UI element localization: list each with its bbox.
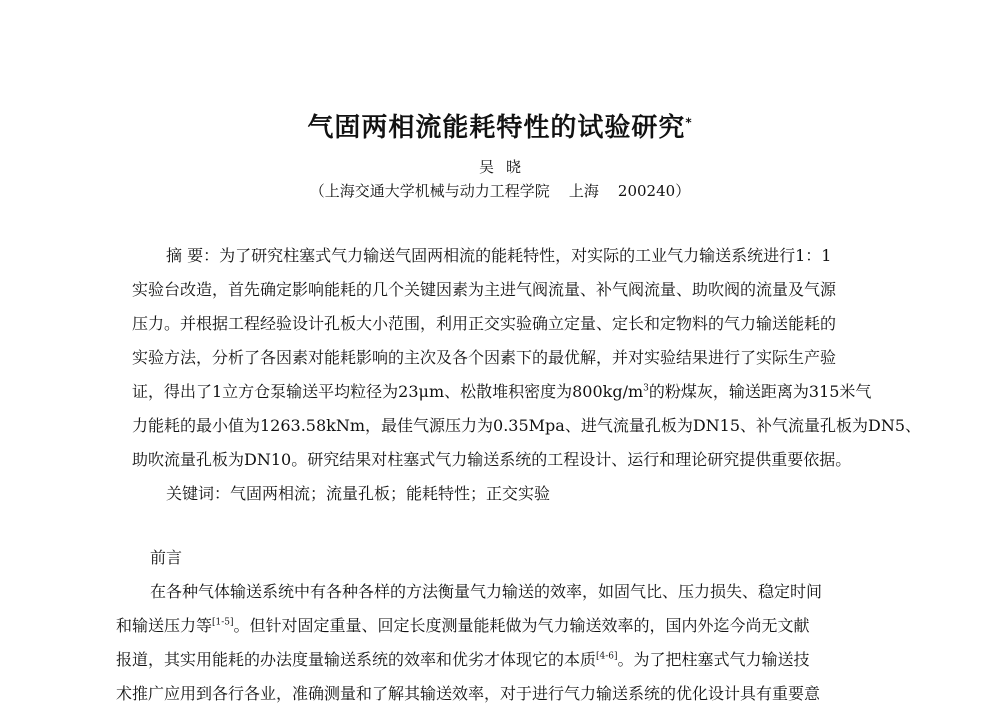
intro-line-4: 术推广应用到各行各业，准确测量和了解其输送效率，对于进行气力输送系统的优化设计具有重要意 <box>116 684 821 703</box>
intro-heading: 前言 <box>150 548 183 567</box>
keywords-line <box>166 482 550 506</box>
abstract-text-1: 为了研究柱塞式气力输送气固两相流的能耗特性，对实际的工业气力输送系统进行1：1 <box>219 246 832 265</box>
abstract-line-4: 实验方法，分析了各因素对能耗影响的主次及各个因素下的最优解，并对实验结果进行了实际生产验 <box>132 348 837 367</box>
keywords-label: 关键词： <box>166 484 231 503</box>
abstract-line-3: 压力。并根据工程经验设计孔板大小范围，利用正交实验确立定量、定长和定物料的气力输送能耗的 <box>132 314 837 333</box>
abstract-label: 摘 要： <box>166 246 220 265</box>
intro-line-2 <box>116 614 810 638</box>
abstract-text-5b: 的粉煤灰，输送距离为315米气 <box>648 382 872 401</box>
intro-line-3 <box>116 648 810 672</box>
paper-author: 吴晓 <box>478 158 533 176</box>
abstract-line-5 <box>132 380 871 404</box>
abstract-line-7: 助吹流量孔板为DN10。研究结果对柱塞式气力输送系统的工程设计、运行和理论研究提供重要依据。 <box>132 450 852 469</box>
paper-title-text: 气固两相流能耗特性的试验研究 <box>307 113 686 143</box>
title-footnote-mark: * <box>685 115 693 130</box>
paper-affiliation: （上海交通大学机械与动力工程学院 上海 200240） <box>309 182 691 200</box>
unit-superscript: 3 <box>643 383 649 394</box>
abstract-text-5a: 证，得出了1立方仓泵输送平均粒径为23μm、松散堆积密度为800kg/m <box>132 382 644 401</box>
citation-ref-2: [4-6] <box>596 651 618 662</box>
abstract-line-6: 力能耗的最小值为1263.58kNm，最佳气源压力为0.35Mpa、进气流量孔板为DN15、补气流量孔板为DN5、 <box>132 416 922 435</box>
intro-text-3a: 报道，其实用能耗的办法度量输送系统的效率和优劣才体现它的本质 <box>116 650 597 669</box>
intro-line-1: 在各种气体输送系统中有各种各样的方法衡量气力输送的效率，如固气比、压力损失、稳定时间 <box>150 582 823 601</box>
abstract-line-1 <box>166 244 831 268</box>
keywords-text: 气固两相流；流量孔板；能耗特性；正交实验 <box>230 484 551 503</box>
paper-title <box>0 108 1000 148</box>
abstract-line-2: 实验台改造，首先确定影响能耗的几个关键因素为主进气阀流量、补气阀流量、助吹阀的流量及气源 <box>132 280 837 299</box>
intro-text-2a: 和输送压力等 <box>116 616 213 635</box>
intro-text-2b: 。但针对固定重量、回定长度测量能耗做为气力输送效率的，国内外迄今尚无文献 <box>233 616 810 635</box>
intro-text-3b: 。为了把柱塞式气力输送技 <box>617 650 810 669</box>
citation-ref-1: [1-5] <box>212 617 234 628</box>
